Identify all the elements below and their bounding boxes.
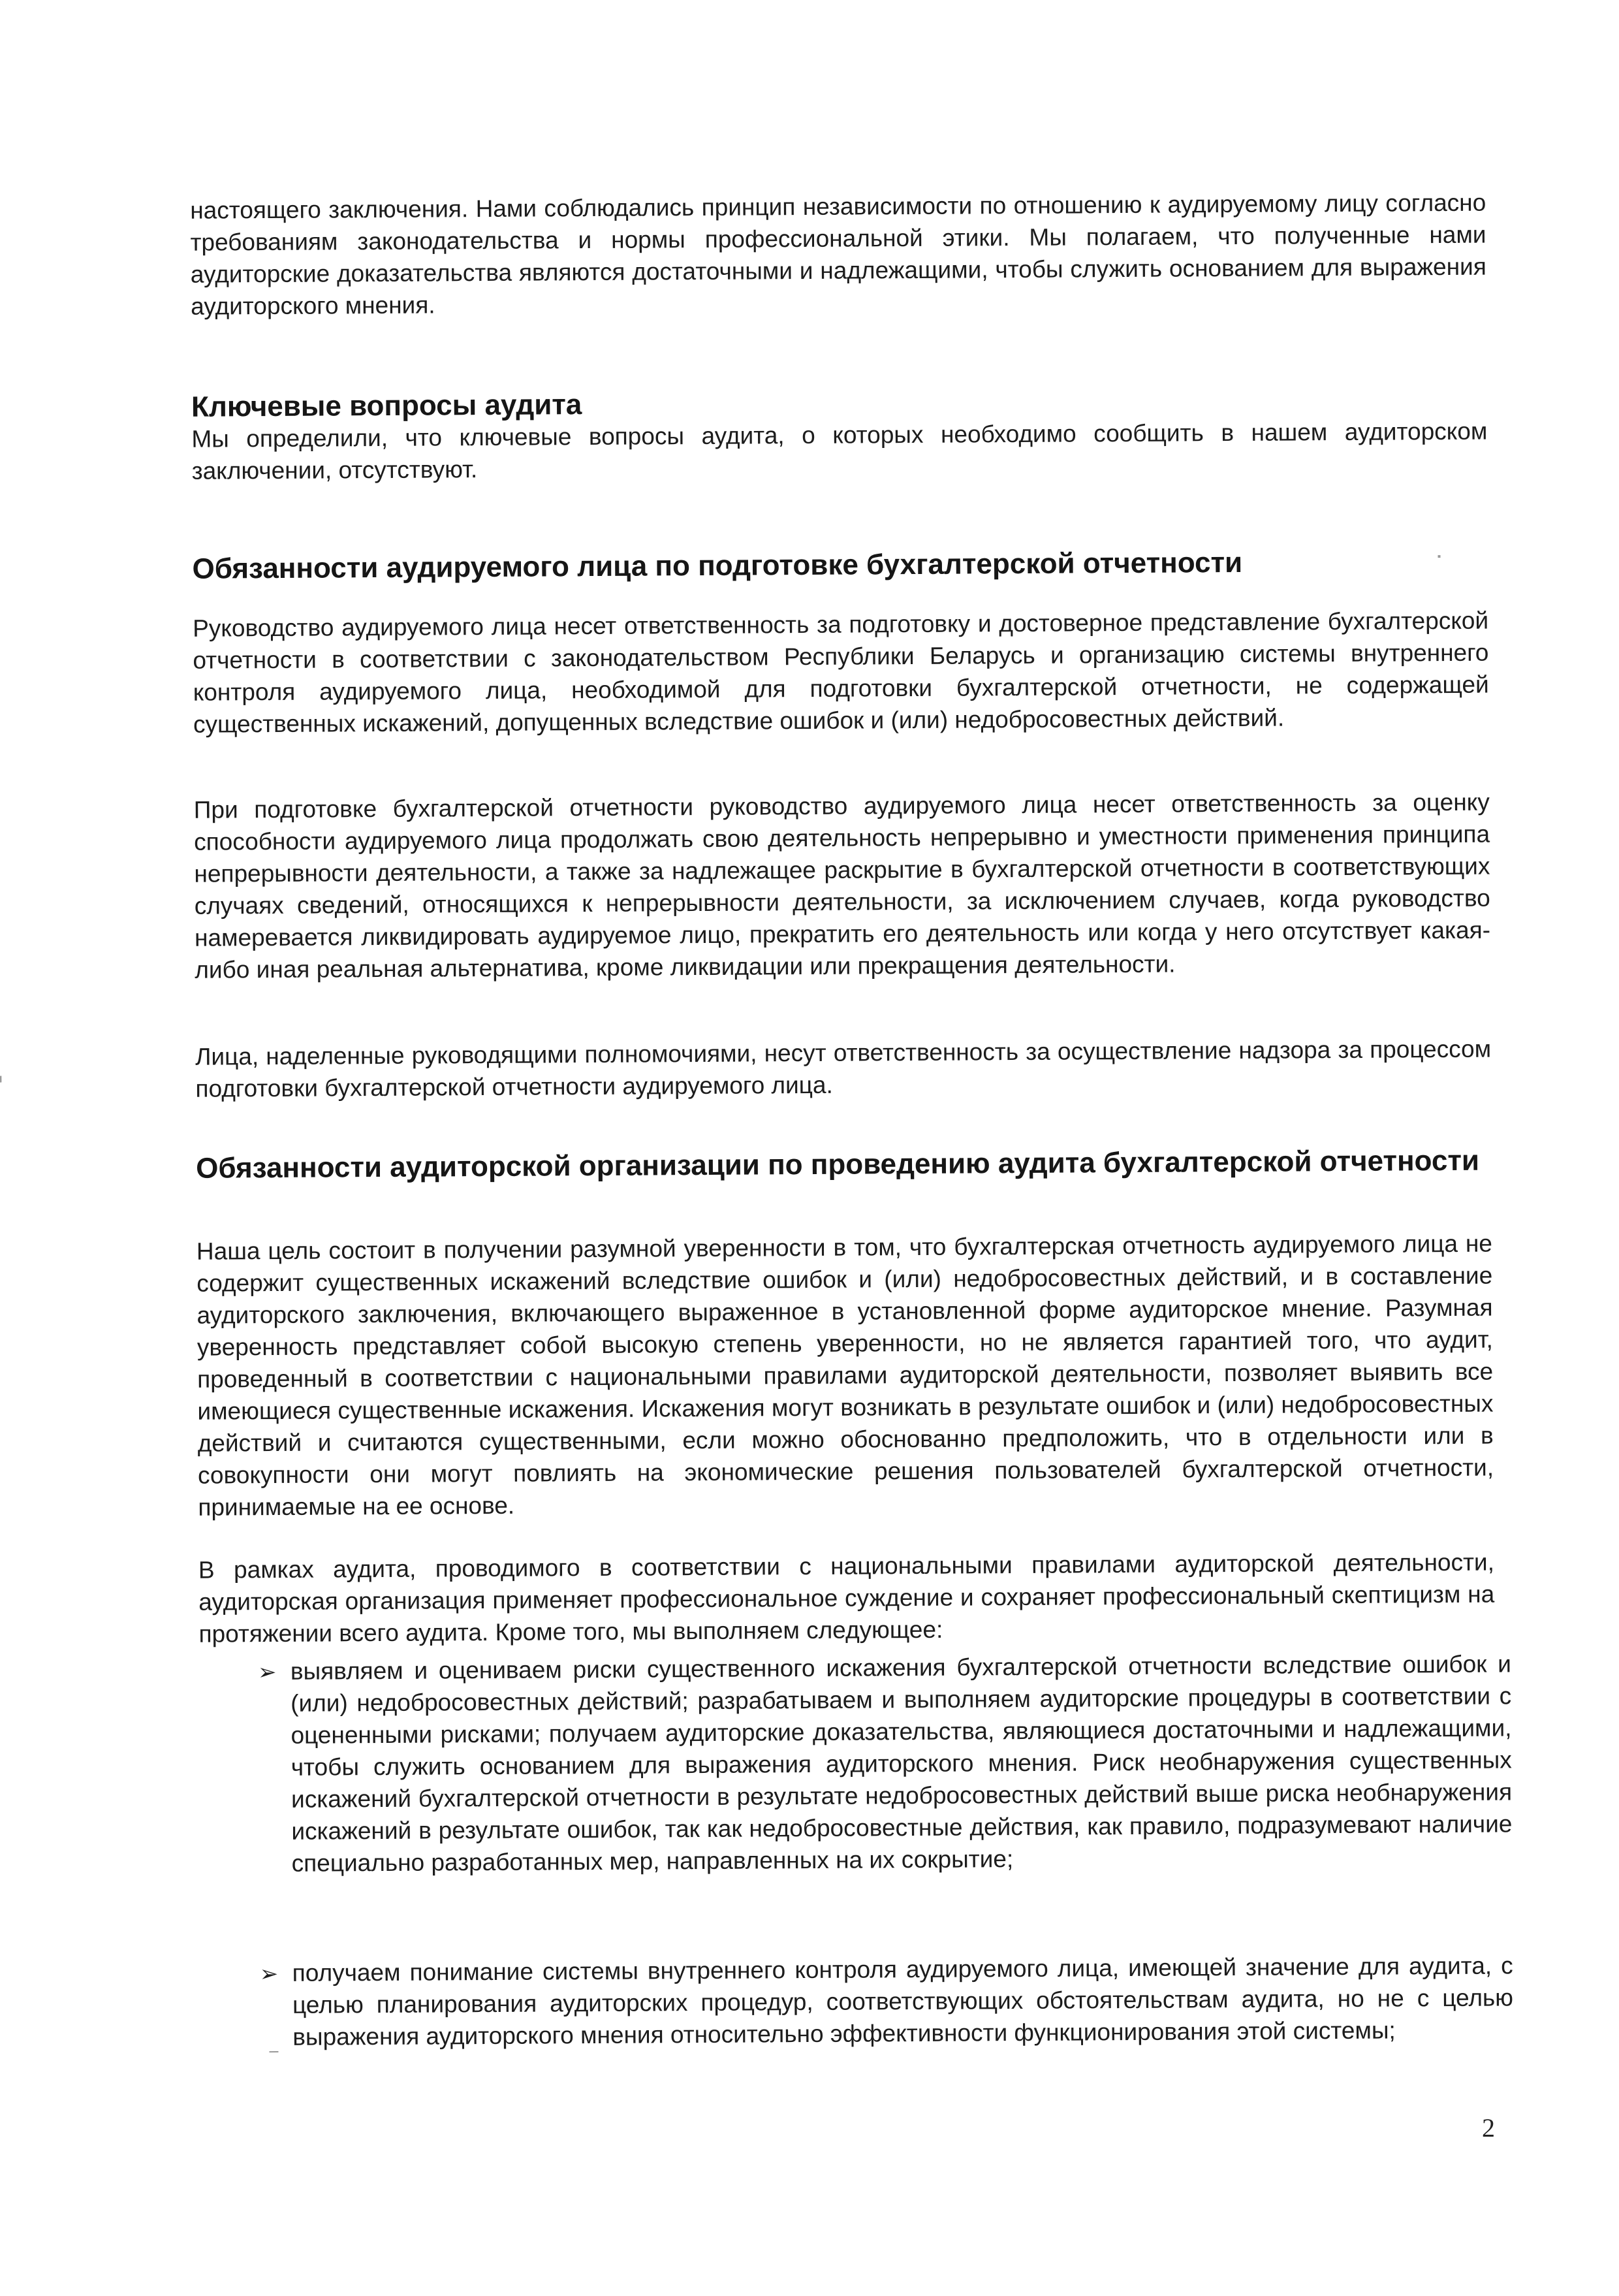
scan-speck — [0, 1076, 1, 1083]
scan-speck — [269, 2051, 278, 2052]
bullet-arrow-icon: ➢ — [259, 1961, 279, 1987]
auditor-objective-paragraph: Наша цель состоит в получении разумной уверенности в том, что бухгалтерская отчетность аудируемого лица не содержит существенных искажений вследствие ошибок и (или) недобросовестных действий, и в составление аудиторского заключения, включающего выраженное в установленной форме аудиторское мнение. Разумная уверенность представляет собой высокую степень уверенности, но не является гарантией того, что аудит, проведенный в соответствии с национальными правилами аудиторской деятельности, позволяет выявить все имеющиеся существенные искажения. Искажения могут возникать в результате ошибок и (или) недобросовестных действий и считаются существенными, если можно обоснованно предположить, что в отдельности или в совокупности они могут повлиять на экономические решения пользователей бухгалтерской отчетности, принимаемые на ее основе. — [196, 1230, 1494, 1521]
key-audit-matters-paragraph: Мы определили, что ключевые вопросы аудита, о которых необходимо сообщить в нашем аудиторском заключении, отсутствуют. — [191, 417, 1488, 485]
bullet-text-risk-assessment: выявляем и оцениваем риски существенного искажения бухгалтерской отчетности вследствие ошибок и (или) недобросовестных действий; разрабатываем и выполняем аудиторские процедуры в соответствии с оцененными рисками; получаем аудиторские доказательства, являющиеся достаточными и надлежащими, чтобы служить основанием для выражения аудиторского мнения. Риск необнаружения существенных искажений бухгалтерской отчетности в результате недобросовестных действий выше риска необнаружения искажений в результате ошибок, так как недобросовестные действия, как правило, подразумевают наличие специально разработанных мер, направленных на их сокрытие; — [290, 1650, 1513, 1877]
section-heading-management-responsibilities: Обязанности аудируемого лица по подготовке бухгалтерской отчетности — [192, 546, 1243, 585]
management-responsibilities-paragraph-1: Руководство аудируемого лица несет ответственность за подготовку и достоверное представление бухгалтерской отчетности в соответствии с законодательством Республики Беларусь и организацию системы внутреннего контроля аудируемого лица, необходимой для подготовки бухгалтерской отчетности, не содержащей существенных искажений, допущенных вследствие ошибок и (или) недобросовестных действий. — [193, 607, 1489, 738]
management-responsibilities-paragraph-2: При подготовке бухгалтерской отчетности руководство аудируемого лица несет ответственность за оценку способности аудируемого лица продолжать свою деятельность непрерывно и уместности применения принципа непрерывности деятельности, а также за надлежащее раскрытие в бухгалтерской отчетности в соответствующих случаях сведений, относящихся к непрерывности деятельности, за исключением случаев, когда руководство намеревается ликвидировать аудируемое лицо, прекратить его деятельность или когда у него отсутствует какая-либо иная реальная альтернатива, кроме ликвидации или прекращения деятельности. — [193, 788, 1491, 983]
section-heading-key-audit-matters: Ключевые вопросы аудита — [191, 389, 582, 423]
scan-speck — [1438, 555, 1440, 558]
audit-approach-paragraph: В рамках аудита, проводимого в соответствии с национальными правилами аудиторской деятельности, аудиторская организация применяет профессиональное суждение и сохраняет профессиональный скептицизм на протяжении всего аудита. Кроме того, мы выполняем следующее: — [198, 1548, 1495, 1648]
section-heading-auditor-responsibilities: Обязанности аудиторской организации по проведению аудита бухгалтерской отчетности — [196, 1144, 1480, 1185]
list-item — [257, 1648, 1513, 1879]
page-number: 2 — [1482, 2113, 1495, 2143]
bullet-arrow-icon: ➢ — [257, 1660, 277, 1685]
intro-paragraph: настоящего заключения. Нами соблюдались принцип независимости по отношению к аудируемому лицу согласно требованиям законодательства и нормы профессиональной этики. Мы полагаем, что полученные нами аудиторские доказательства являются достаточными и надлежащими, чтобы служить основанием для выражения аудиторского мнения. — [190, 189, 1486, 320]
list-item — [259, 1949, 1514, 2052]
bullet-text-internal-control: получаем понимание системы внутреннего контроля аудируемого лица, имеющей значение для аудита, с целью планирования аудиторских процедур, соответствующих обстоятельствам аудита, но не с целью выражения аудиторского мнения относительно эффективности функционирования этой системы; — [292, 1952, 1514, 2050]
governance-responsibilities-paragraph: Лица, наделенные руководящими полномочиями, несут ответственность за осуществление надзора за процессом подготовки бухгалтерской отчетности аудируемого лица. — [195, 1035, 1492, 1102]
